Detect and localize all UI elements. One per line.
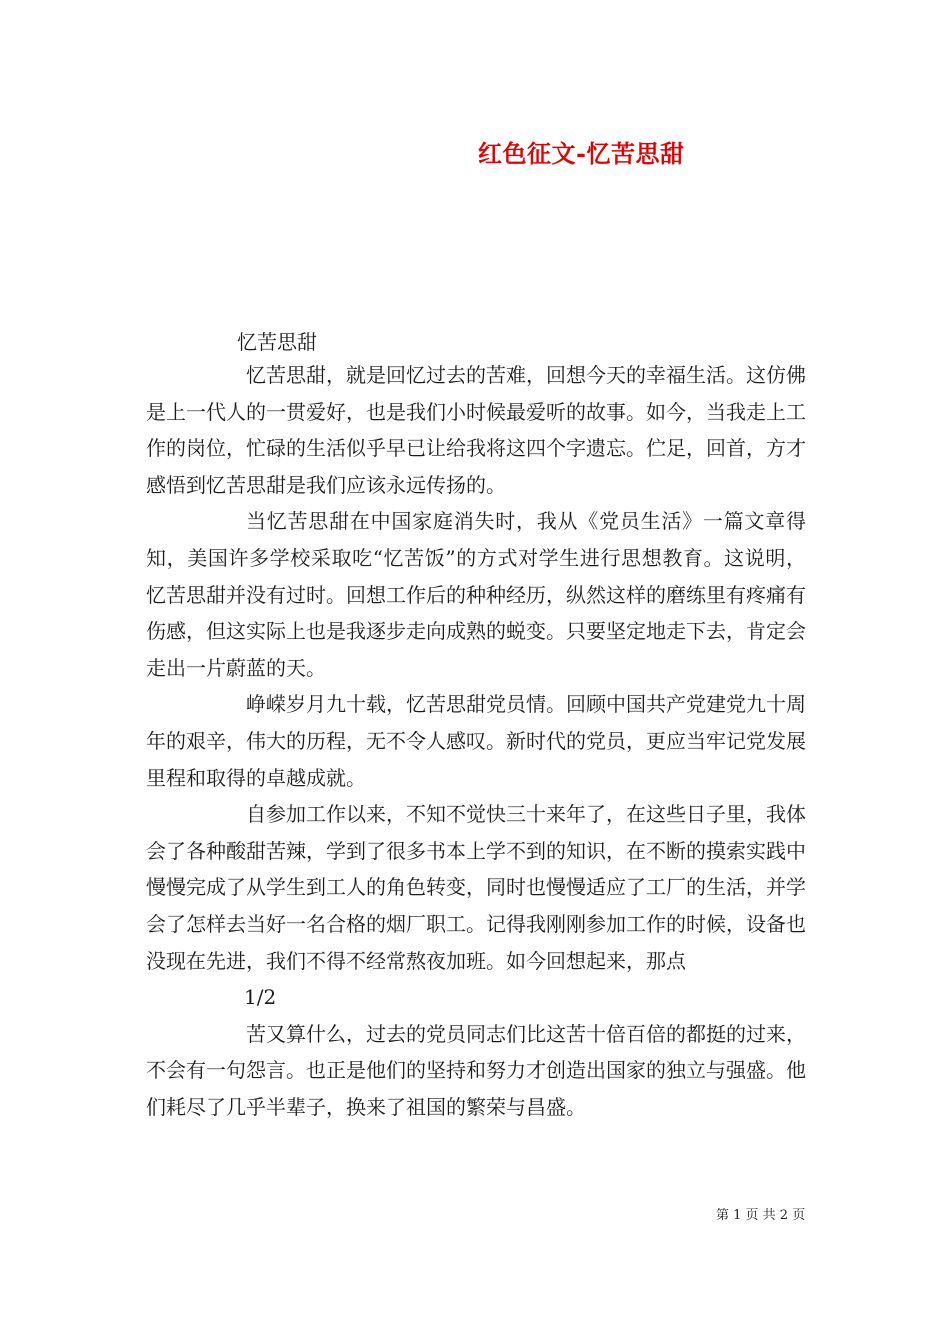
page-footer: 第 1 页 共 2 页 (716, 1208, 806, 1223)
paragraph-1: 忆苦思甜，就是回忆过去的苦难，回想今天的幸福生活。这仿佛是上一代人的一贯爱好，也是我们小时候最爱听的故事。如今，当我走上工作的岗位，忙碌的生活似乎早已让给我将这四个字遗忘。伫足，回首，方才感悟到忆苦思甜是我们应该永远传扬的。 (146, 363, 806, 497)
paragraph-4: 自参加工作以来，不知不觉快三十来年了，在这些日子里，我体会了各种酸甜苦辣，学到了很多书本上学不到的知识，在不断的摸索实践中慢慢完成了从学生到工人的角色转变，同时也慢慢适应了工厂的生活，并学会了怎样去当好一名合格的烟厂职工。记得我刚刚参加工作的时候，设备也没现在先进，我们不得不经常熬夜加班。如今回想起来，那点 (146, 802, 806, 973)
paragraph-5: 苦又算什么，过去的党员同志们比这苦十倍百倍的都挺的过来，不会有一句怨言。也正是他们的坚持和努力才创造出国家的独立与强盛。他们耗尽了几乎半辈子，换来了祖国的繁荣与昌盛。 (146, 1021, 806, 1119)
document-body (146, 357, 806, 1125)
section-subtitle: 忆苦思甜 (237, 330, 317, 354)
document-title: 红色征文-忆苦思甜 (478, 139, 685, 168)
paragraph-2: 当忆苦思甜在中国家庭消失时，我从《党员生活》一篇文章得知，美国许多学校采取吃“忆苦饭”的方式对学生进行思想教育。这说明，忆苦思甜并没有过时。回想工作后的种种经历，纵然这样的磨练里有疼痛有伤感，但这实际上也是我逐步走向成熟的蜕变。只要坚定地走下去，肯定会走出一片蔚蓝的天。 (146, 509, 806, 680)
paragraph-3: 峥嵘岁月九十载，忆苦思甜党员情。回顾中国共产党建党九十周年的艰辛，伟大的历程，无不令人感叹。新时代的党员，更应当牢记党发展里程和取得的卓越成就。 (146, 692, 806, 790)
page-marker: 1/2 (244, 985, 277, 1010)
